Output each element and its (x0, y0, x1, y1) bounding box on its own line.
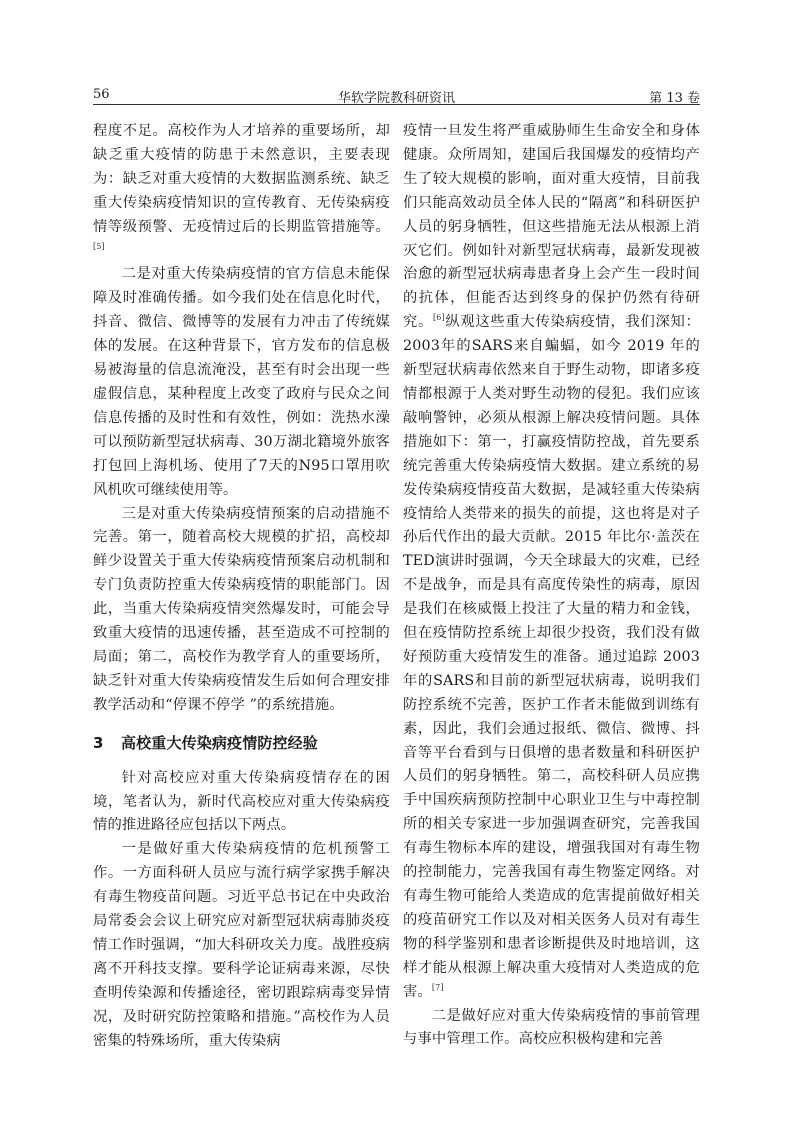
paragraph: 二是对重大传染病疫情的官方信息未能保障及时准确传播。如今我们处在信息化时代，抖音、微信、微博等的发展有力冲击了传统媒体的发展。在这种背景下，官方发布的信息极易被海量的信息流淹没，甚至有时会出现一些虚假信息，某种程度上改变了政府与民众之间信息传播的及时性和有效性，例如：洗热水澡可以预防新型冠状病毒、30万湖北籍境外旅客打包回上海机场、使用了7天的N95口罩用吹风机吹可继续使用等。 (93, 266, 390, 498)
paragraph: 针对高校应对重大传染病疫情存在的困境，笔者认为，新时代高校应对重大传染病疫情的推进路径应包括以下两点。 (93, 769, 390, 834)
volume-label: 第 13 卷 (649, 91, 700, 106)
running-header (93, 84, 700, 106)
section-number: 3 (93, 733, 104, 752)
right-column (403, 120, 700, 1052)
paragraph-text: 纵观这些重大传染病疫情，我们深知：2003年的SARS来自蝙蝠，如今 2019 年的新型冠状病毒依然来自于野生动物，即诸多疫情都根源于人类对野生动物的侵犯。我们应该敲响警钟，必须从根源上解决疫情问题。具体措施如下：第一，打赢疫情防控战，首先要系统完善重大传染病疫情大数据。建立系统的易发传染病疫情疫苗大数据，是减轻重大传染病疫情给人类带来的损失的前提，这也将是对子孙后代作出的最大贡献。2015 年比尔·盖茨在TED演讲时强调，今天全球最大的灾难，已经不是战争，而是具有高度传染性的病毒，原因是我们在核威慑上投注了大量的精力和金钱，但在疫情防控系统上却很少投资，我们没有做好预防重大疫情发生的准备。通过追踪 2003年的SARS和目前的新型冠状病毒，说明我们防控系统不完善，医护工作者未能做到训练有素，因此，我们会通过报纸、微信、微博、抖音等平台看到与日俱增的患者数量和科研医护人员们的躬身牺牲。第二，高校科研人员应携手中国疾病预防控制中心职业卫生与中毒控制所的相关专家进一步加强调查研究，完善我国有毒生物标本库的建设，增强我国对有毒生物的控制能力，完善我国有毒生物鉴定网络。对有毒生物可能给人类造成的危害提前做好相关的疫苗研究工作以及对相关医务人员对有毒生物的科学鉴别和患者诊断提供及时地培训，这样才能从根源上解决重大疫情对人类造成的危害。 (403, 314, 700, 1000)
section-title: 高校重大传染病疫情防控经验 (121, 733, 318, 752)
paragraph (93, 120, 390, 263)
paragraph-text: 疫情一旦发生将严重威胁师生生命安全和身体健康。众所周知，建国后我国爆发的疫情均产生了较大规模的影响，面对重大疫情，目前我们只能高效动员全体人民的“隔离”和科研医护人员的躬身牺牲，但这些措施无法从根源上消灭它们。例如针对新型冠状病毒，最新发现被治愈的新型冠状病毒患者身上会产生一段时间的抗体，但能否达到终身的保护仍然有待研究。 (403, 123, 700, 331)
paragraph-text: 程度不足。高校作为人才培养的重要场所，却缺乏重大疫情的防患于未然意识，主要表现为：缺乏对重大疫情的大数据监测系统、缺乏重大传染病疫情知识的宣传教育、无传染病疫情等级预警、无疫情过后的长期监管措施等。 (93, 123, 390, 235)
paragraph (403, 120, 700, 1005)
left-column (93, 120, 390, 1054)
section-heading (93, 731, 390, 755)
header-rule (93, 104, 700, 105)
citation-marker: [5] (93, 241, 105, 251)
journal-title: 华软学院教科研资讯 (337, 91, 455, 106)
citation-marker: [7] (431, 982, 444, 992)
paragraph: 一是做好重大传染病疫情的危机预警工作。一方面科研人员应与流行病学家携手解决有毒生物疫苗问题。习近平总书记在中央政治局常委会会议上研究应对新型冠状病毒肺炎疫情工作时强调，“加大科研攻关力度。战胜疫病离不开科技支撑。要科学论证病毒来源，尽快查明传染源和传播途径，密切跟踪病毒变异情况，及时研究防控策略和措施。”高校作为人员密集的特殊场所，重大传染病 (93, 841, 390, 1049)
paragraph: 二是做好应对重大传染病疫情的事前管理与事中管理工作。高校应积极构建和完善 (403, 1007, 700, 1048)
citation-marker: [6] (433, 313, 445, 323)
page-number: 56 (93, 87, 110, 102)
paragraph: 三是对重大传染病疫情预案的启动措施不完善。第一，随着高校大规模的扩招，高校却鲜少设置关于重大传染病疫情预案启动机制和专门负责防控重大传染病疫情的职能部门。因此，当重大传染病疫情突然爆发时，可能会导致重大疫情的迅速传播，甚至造成不可控制的局面；第二，高校作为教学育人的重要场所，缺乏针对重大传染病疫情发生后如何合理安排教学活动和“停课不停学 ”的系统措施。 (93, 505, 390, 713)
